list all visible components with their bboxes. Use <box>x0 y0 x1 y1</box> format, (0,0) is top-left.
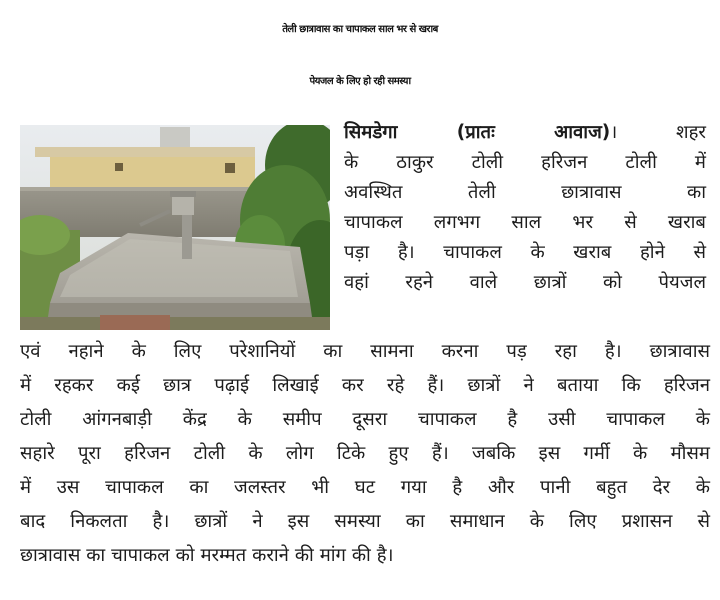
article-line: वहां रहने वाले छात्रों को पेयजल <box>344 272 706 293</box>
headline <box>0 4 720 108</box>
dateline: सिमडेगा (प्रातः आवाज) <box>344 122 611 143</box>
article-line: छात्रावास का चापाकल को मरम्मत कराने की मांग की है। <box>20 545 394 566</box>
article-line: पड़ा है। चापाकल के खराब होने से <box>344 242 706 263</box>
article-line: एवं नहाने के लिए परेशानियों का सामना करना पड़ रहा है। छात्रावास <box>20 341 710 362</box>
article-line-continuation: । शहर <box>610 122 706 143</box>
article-line: चापाकल लगभग साल भर से खराब <box>344 212 706 233</box>
article-line: में उस चापाकल का जलस्तर भी घट गया है और पानी बहुत देर के <box>20 477 710 498</box>
article-line <box>344 118 706 148</box>
headline-line-2: पेयजल के लिए हो रही समस्या <box>309 76 411 87</box>
handpump-photo-illustration <box>20 125 330 330</box>
article-line: अवस्थित तेली छात्रावास का <box>344 182 706 203</box>
article-line: बाद निकलता है। छात्रों ने इस समस्या का समाधान के लिए प्रशासन से <box>20 511 710 532</box>
article-line: में रहकर कई छात्र पढ़ाई लिखाई कर रहे हैं। छात्रों ने बताया कि हरिजन <box>20 375 710 396</box>
article-line: टोली आंगनबाड़ी केंद्र के समीप दूसरा चापाकल है उसी चापाकल के <box>20 409 710 430</box>
article-line: सहारे पूरा हरिजन टोली के लोग टिके हुए हैं। जबकि इस गर्मी के मौसम <box>20 443 710 464</box>
handpump-photo <box>20 125 330 330</box>
article-line: के ठाकुर टोली हरिजन टोली में <box>344 152 706 173</box>
headline-line-1: तेली छात्रावास का चापाकल साल भर से खराब <box>282 24 438 35</box>
